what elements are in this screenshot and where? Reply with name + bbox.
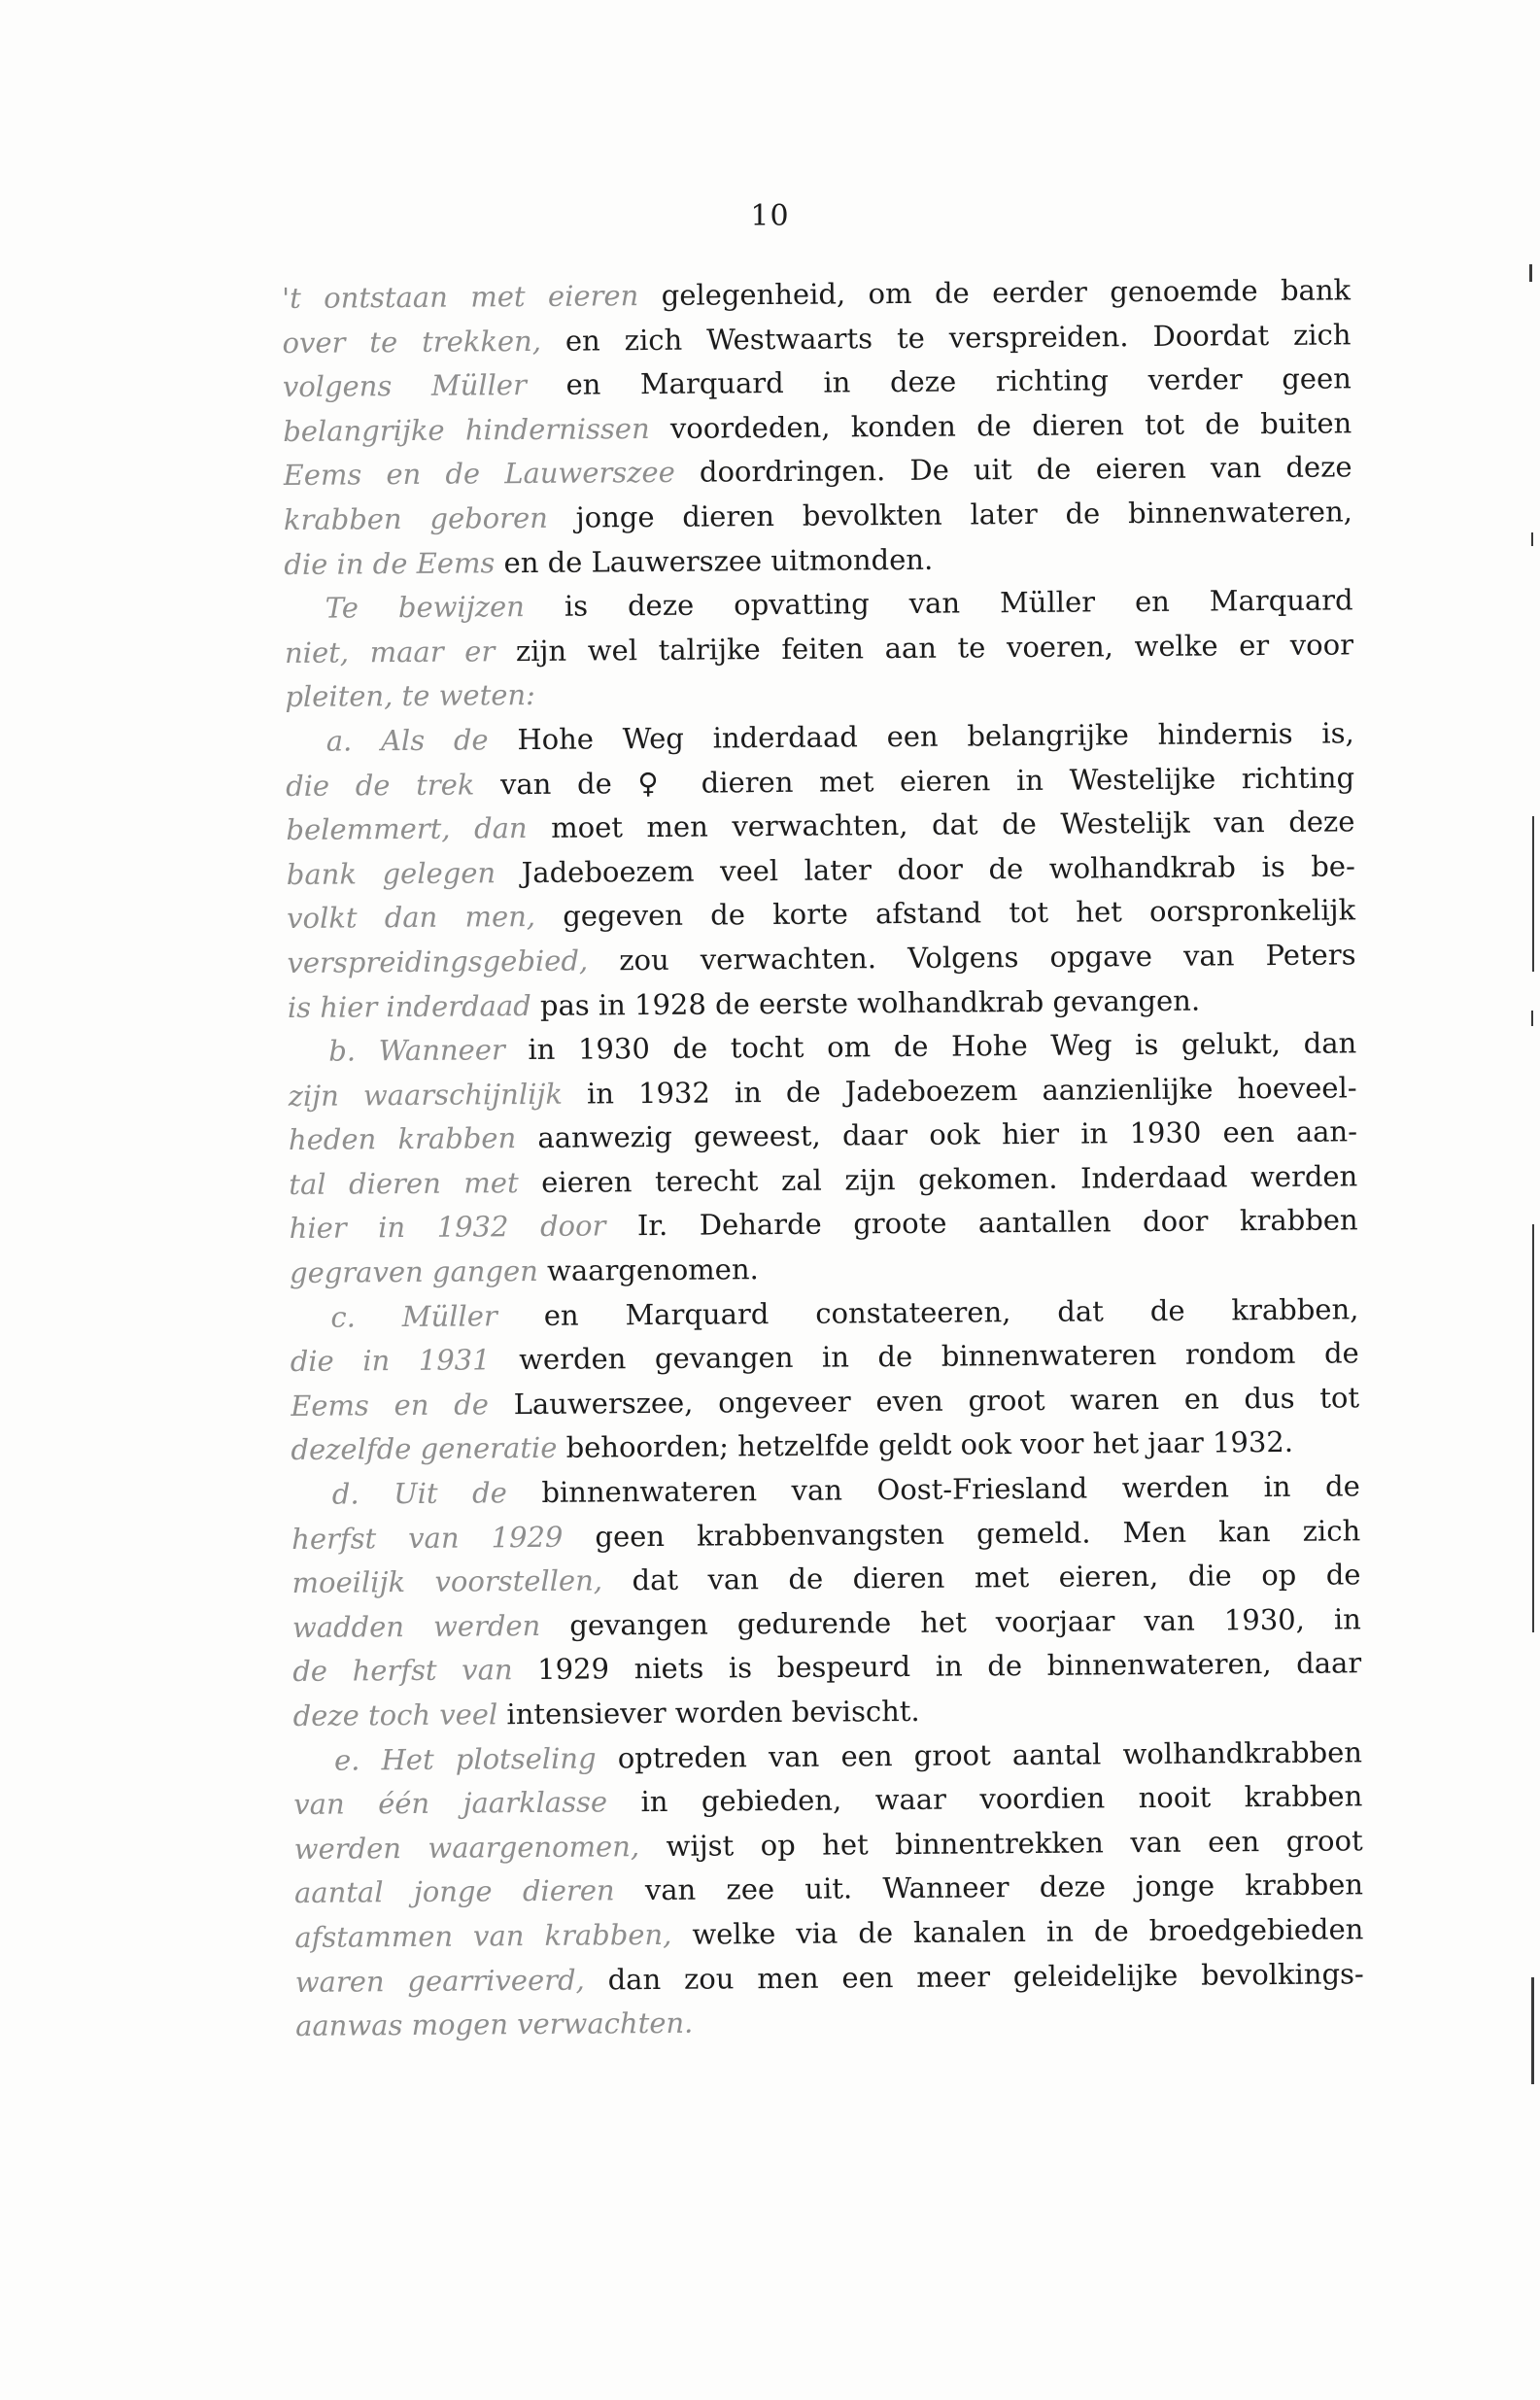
faded-text: moeilijk voorstellen, (291, 1563, 603, 1600)
faded-text: afstammen van krabben, (294, 1917, 672, 1954)
scan-edge-mark (1532, 816, 1534, 972)
line-text: wijst op het binnentrekken van een groot (638, 1824, 1363, 1863)
text-line (286, 711, 1354, 764)
faded-text: die in 1931 (290, 1343, 491, 1379)
line-text: in gebieden, waar voordien nooit krabben (606, 1779, 1363, 1819)
line-text: eieren terecht zal zijn gekomen. Inderdaad werden (518, 1159, 1358, 1199)
line-text: geen krabbenvangsten gemeld. Men kan zich (563, 1513, 1361, 1554)
line-text: dat van de dieren met eieren, die op de (601, 1558, 1361, 1597)
text-line (294, 1907, 1363, 1960)
line-text: en Marquard constateeren, dat de krabben, (496, 1291, 1359, 1332)
line-text: is deze opvatting van Müller en Marquard (524, 583, 1353, 624)
faded-text: Eems en de Lauwerszee (283, 456, 675, 493)
faded-text: pleiten, te weten: (285, 678, 536, 714)
line-text: dan zou men een meer geleidelijke bevolkings- (584, 1956, 1364, 1997)
faded-text: is hier inderdaad (287, 988, 531, 1024)
line-text: en zich Westwaarts te verspreiden. Doordat zich (540, 317, 1352, 358)
line-text: in 1932 in de Jadeboezem aanzienlijke hoeveel- (562, 1071, 1357, 1111)
faded-text: aantal jonge dieren (293, 1873, 615, 1910)
faded-text: belangrijke hindernissen (283, 411, 650, 448)
faded-text: die de trek (285, 767, 475, 803)
faded-text: Eems en de (290, 1388, 490, 1423)
text-line (284, 490, 1352, 542)
line-text: van zee uit. Wanneer deze jonge krabben (614, 1868, 1364, 1907)
faded-text: die in de Eems (284, 545, 496, 581)
line-text: doordringen. De uit de eieren van deze (674, 450, 1352, 490)
line-text: voordeden, konden de dieren tot de buiten (649, 406, 1352, 445)
line-text: gegeven de korte afstand tot het oorspronkelijk (534, 893, 1356, 934)
line-text: optreden van een groot aantal wolhandkrabben (596, 1734, 1363, 1775)
line-text: Hohe Weg inderdaad een belangrijke hindernis is, (488, 716, 1354, 757)
faded-text: dezelfde generatie (291, 1431, 558, 1467)
faded-text: bank gelegen (286, 856, 496, 891)
line-text: en Marquard in deze richting verder geen (526, 361, 1352, 402)
scan-edge-mark (1532, 1224, 1534, 1632)
faded-text: hier in 1932 door (289, 1209, 606, 1246)
line-text: Ir. Deharde groote aantallen door krabben (605, 1203, 1358, 1243)
line-text: zou verwachten. Volgens opgave van Peters (588, 938, 1356, 977)
line-text: zijn wel talrijke feiten aan te voeren, welke er voor (495, 628, 1354, 669)
text-line (290, 1199, 1358, 1251)
page-number: 10 (750, 199, 790, 233)
line-text: pas in 1928 de eerste wolhandkrab gevangen. (530, 983, 1201, 1022)
line-text: Jadeboezem veel later door de wolhandkrab is be- (495, 849, 1355, 890)
text-line (287, 933, 1355, 985)
faded-text: verspreidingsgebied, (287, 943, 589, 979)
faded-text: de herfst van (292, 1653, 513, 1689)
faded-text: waren gearriveerd, (294, 1963, 585, 1999)
scan-edge-mark (1529, 264, 1532, 282)
faded-text: gegraven gangen (289, 1254, 539, 1290)
line-text: aanwezig geweest, daar ook hier in 1930 een aan- (516, 1114, 1358, 1155)
line-text: Lauwerszee, ongeveer even groot waren en dus tot (488, 1381, 1360, 1422)
line-text: van de ♀ dieren met eieren in Westelijke richting (474, 760, 1355, 801)
text-line (295, 1996, 1364, 2048)
faded-text: niet, maar er (284, 634, 496, 669)
faded-text: volgens Müller (282, 368, 527, 404)
faded-text: 't ontstaan met eieren (282, 279, 639, 315)
faded-text: zijn waarschijnlijk (288, 1077, 564, 1113)
faded-text: van één jaarklasse (293, 1785, 608, 1822)
line-text: in 1930 de tocht om de Hohe Weg is gelukt, dan (504, 1026, 1357, 1067)
line-text: en de Lauwerszee uitmonden. (495, 542, 934, 579)
text-line (292, 1642, 1361, 1695)
line-text: moet men verwachten, dat de Westelijk van deze (527, 805, 1355, 845)
text-line (291, 1464, 1360, 1517)
text-line (285, 579, 1353, 632)
faded-text: deze toch veel (292, 1697, 498, 1732)
text-line (286, 800, 1354, 852)
faded-text: a. Als de (325, 723, 489, 758)
scan-edge-mark (1531, 532, 1533, 546)
text-line (288, 1021, 1356, 1074)
faded-text: tal dieren met (289, 1165, 519, 1201)
faded-text: werden waargenomen, (293, 1829, 640, 1866)
faded-text: herfst van 1929 (291, 1520, 564, 1556)
faded-text: c. Müller (330, 1298, 497, 1334)
line-text: intensiever worden bevischt. (497, 1694, 920, 1731)
body-text (282, 268, 1364, 2048)
line-text: jonge dieren bevolkten later de binnenwateren, (547, 495, 1353, 534)
scan-edge-mark (1531, 1977, 1534, 2084)
line-text: gevangen gedurende het voorjaar van 1930, in (540, 1602, 1361, 1642)
faded-text: Te bewijzen (325, 590, 526, 625)
faded-text: aanwas mogen verwachten. (295, 2006, 694, 2043)
line-text: behoorden; hetzelfde geldt ook voor het jaar 1932. (557, 1425, 1294, 1465)
text-line (282, 268, 1351, 321)
text-line (285, 623, 1353, 675)
text-line (295, 1952, 1364, 2005)
faded-text: volkt dan men, (287, 900, 536, 936)
line-text: welke via de kanalen in de broedgebieden (671, 1912, 1364, 1951)
faded-text: krabben geboren (283, 500, 549, 536)
line-text: 1929 niets is bespeurd in de binnenwateren, daar (512, 1646, 1362, 1687)
scan-edge-mark (1531, 1011, 1533, 1026)
faded-text: d. Uit de (331, 1476, 507, 1511)
line-text: gelegenheid, om de eerder genoemde bank (638, 273, 1352, 313)
line-text: waargenomen. (537, 1252, 759, 1288)
faded-text: e. Het plotseling (333, 1741, 597, 1777)
faded-text: belemmert, dan (286, 811, 528, 847)
line-text: werden gevangen in de binnenwateren rondom de (490, 1336, 1359, 1377)
faded-text: wadden werden (291, 1608, 541, 1644)
faded-text: heden krabben (288, 1121, 517, 1157)
line-text: binnenwateren van Oost-Friesland werden in de (506, 1469, 1360, 1510)
faded-text: b. Wanneer (328, 1033, 505, 1068)
faded-text: over te trekken, (282, 324, 542, 360)
